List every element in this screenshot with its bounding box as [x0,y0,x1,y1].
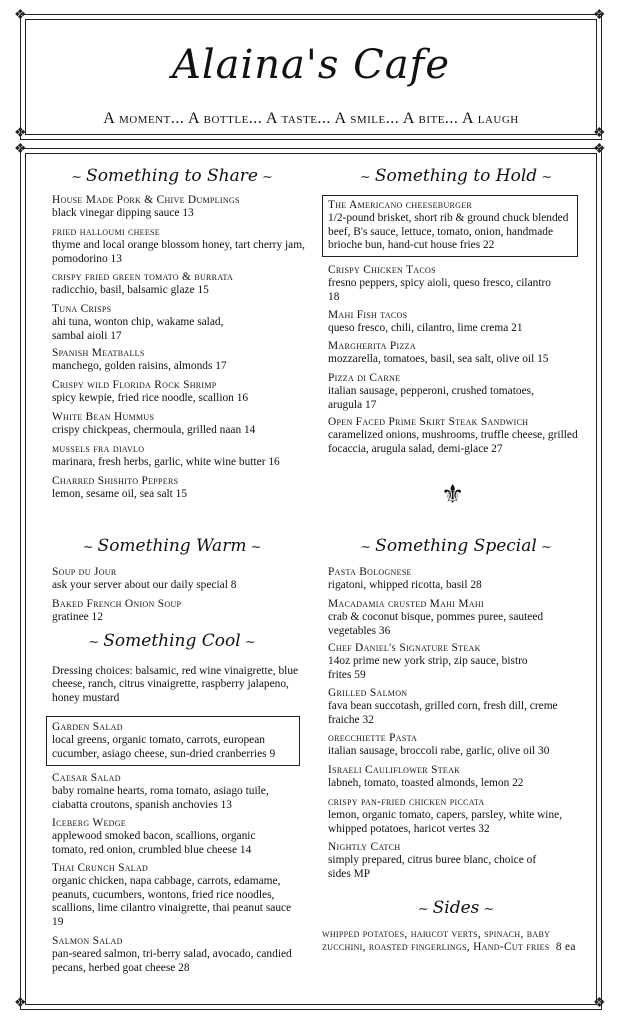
menu-item [52,862,297,929]
item-name: Crispy wild Florida Rock Shrimp [52,379,217,391]
swash-icon: ~ [250,540,262,555]
corner-ornament-icon: ❖ [593,125,606,141]
menu-item [328,264,558,304]
menu-item [52,194,312,221]
menu-item [52,598,312,625]
section-title-warm [52,536,292,556]
menu-item [52,475,312,502]
item-desc: crispy chickpeas, chermoula, grilled naan 14 [52,424,256,437]
item-desc: queso fresco, chili, cilantro, lime crema 21 [328,322,523,335]
item-desc: applewood smoked bacon, scallions, organic tomato, red onion, crumbled blue cheese 14 [52,830,256,856]
item-name: Soup du Jour [52,566,117,578]
menu-item [52,379,317,406]
corner-ornament-icon: ❖ [593,141,606,157]
item-desc: fresno peppers, spicy aioli, queso fresco, cilantro 18 [328,277,551,303]
featured-item [328,199,574,253]
section-title-text: Something Special [375,536,537,556]
item-name: Spanish Meatballs [52,347,145,359]
menu-item [328,764,586,791]
item-desc: black vinegar dipping sauce 13 [52,207,194,220]
item-name: Grilled Salmon [328,687,408,699]
item-desc: italian sausage, pepperoni, crushed tomatoes, arugula 17 [328,385,534,411]
menu-item [52,772,302,812]
swash-icon: ~ [483,902,495,917]
swash-icon: ~ [71,170,83,185]
item-name: Israeli Cauliflower Steak [328,764,461,776]
item-desc: organic chicken, napa cabbage, carrots, edamame, peanuts, cucumbers, wontons, fried rice noodles, scallions, lime cilantro vinaigrette, thai peanut sauce 19 [52,875,292,928]
sides-list [322,928,580,955]
swash-icon: ~ [417,902,429,917]
menu-item [328,796,576,836]
item-name: Mahi Fish tacos [328,309,408,321]
corner-ornament-icon: ❖ [14,125,27,141]
item-name: orecchiette Pasta [328,732,418,744]
item-name: Pasta Bolognese [328,566,412,578]
item-desc: local greens, organic tomato, carrots, european cucumber, asiago cheese, sun-dried cranberries 9 [52,734,276,760]
swash-icon: ~ [244,635,256,650]
item-name: Macadamia crusted Mahi Mahi [328,598,484,610]
item-name: Nightly Catch [328,841,401,853]
menu-item [328,687,573,727]
item-desc: lemon, sesame oil, sea salt 15 [52,488,188,501]
section-title-text: Something to Hold [374,166,538,186]
item-desc: baby romaine hearts, roma tomato, asiago tuile, ciabatta croutons, spanish anchovies 13 [52,785,269,811]
section-title-text: Sides [432,898,480,918]
item-name: mussels fra diavlo [52,443,145,455]
item-name: fried halloumi cheese [52,226,160,238]
item-desc: labneh, tomato, toasted almonds, lemon 22 [328,777,524,790]
swash-icon: ~ [360,540,372,555]
menu-item [52,817,282,857]
menu-item [328,372,568,412]
item-desc: lemon, organic tomato, capers, parsley, white wine, whipped potatoes, haricot vertes 32 [328,809,563,835]
section-title-special [326,536,586,556]
corner-ornament-icon: ❖ [593,7,606,23]
section-title-share [52,166,292,186]
item-name: Garden Salad [52,721,123,733]
section-title-sides [326,898,586,918]
item-desc: radicchio, basil, balsamic glaze 15 [52,284,209,297]
menu-item [328,566,586,593]
item-name: Salmon Salad [52,935,123,947]
swash-icon: ~ [261,170,273,185]
swash-icon: ~ [540,540,552,555]
menu-item [52,411,312,438]
item-desc: caramelized onions, mushrooms, truffle cheese, grilled focaccia, arugula salad, demi-glace 27 [328,429,578,455]
item-desc: 1/2-pound brisket, short rib & ground chuck blended beef, B's sauce, lettuce, tomato, onion, handmade brioche bun, hand-cut house fries 22 [328,212,569,252]
corner-ornament-icon: ❖ [14,141,27,157]
item-name: Margherita Pizza [328,340,416,352]
dressing-choices: Dressing choices: balsamic, red wine vinaigrette, blue cheese, ranch, citrus vinaigrette, raspberry jalapeno, honey mustard [52,665,299,704]
item-desc: ask your server about our daily special 8 [52,579,237,592]
item-name: Baked French Onion Soup [52,598,182,610]
item-desc: rigatoni, whipped ricotta, basil 28 [328,579,482,592]
menu-item [328,732,586,759]
menu-item [52,935,292,975]
menu-item [52,566,312,593]
tagline: A moment... A bottle... A taste... A smile... A bite... A laugh [103,110,519,127]
menu-item [52,226,307,266]
item-name: Pizza di Carne [328,372,401,384]
section-title-cool [52,631,292,651]
sides-price: 8 ea [555,941,576,954]
item-desc: fava bean succotash, grilled corn, fresh dill, creme fraiche 32 [328,700,558,726]
item-name: House Made Pork & Chive Dumplings [52,194,240,206]
menu-item [328,340,588,367]
item-name: Caesar Salad [52,772,121,784]
sides-text: whipped potatoes, haricot verts, spinach, baby zucchini, roasted fingerlings, Hand-Cut fries [322,928,551,954]
featured-item [52,721,297,761]
swash-icon: ~ [359,170,371,185]
item-desc: pan-seared salmon, tri-berry salad, avocado, candied pecans, herbed goat cheese 28 [52,948,292,974]
item-desc: manchego, golden raisins, almonds 17 [52,360,227,373]
item-name: crispy pan-fried chicken piccata [328,796,485,808]
item-desc: italian sausage, broccoli rabe, garlic, olive oil 30 [328,745,550,758]
menu-item [328,598,558,638]
fleur-de-lis-icon: ⚜ [441,480,465,510]
section-title-text: Something Cool [103,631,241,651]
menu-item [52,347,312,374]
corner-ornament-icon: ❖ [14,995,27,1011]
menu-item [328,416,586,456]
swash-icon: ~ [541,170,553,185]
menu-item [52,443,317,470]
corner-ornament-icon: ❖ [593,995,606,1011]
item-desc: crab & coconut bisque, pommes puree, sauteed vegetables 36 [328,611,544,637]
item-name: Chef Daniel's Signature Steak [328,642,481,654]
menu-item [328,309,578,336]
item-desc: simply prepared, citrus buree blanc, choice of sides MP [328,854,537,880]
item-desc: 14oz prime new york strip, zip sauce, bistro frites 59 [328,655,528,681]
item-name: The Americano cheeseburger [328,199,473,211]
swash-icon: ~ [82,540,94,555]
cafe-title: Alaina's Cafe [171,42,451,88]
item-desc: mozzarella, tomatoes, basil, sea salt, olive oil 15 [328,353,549,366]
item-desc: spicy kewpie, fried rice noodle, scallion 16 [52,392,249,405]
item-name: Charred Shishito Peppers [52,475,179,487]
item-desc: thyme and local orange blossom honey, tart cherry jam, pomodorino 13 [52,239,305,265]
menu-item [328,642,528,682]
item-name: Thai Crunch Salad [52,862,149,874]
section-title-text: Something Warm [97,536,247,556]
item-name: Open Faced Prime Skirt Steak Sandwich [328,416,529,428]
section-title-text: Something to Share [86,166,258,186]
item-name: crispy fried green tomato & burrata [52,271,234,283]
corner-ornament-icon: ❖ [14,7,27,23]
menu-item [52,303,257,343]
item-desc: ahi tuna, wonton chip, wakame salad, sambal aioli 17 [52,316,224,342]
menu-item [52,271,312,298]
section-title-hold [326,166,586,186]
item-name: Tuna Crisps [52,303,112,315]
item-desc: gratinee 12 [52,611,103,624]
item-name: Crispy Chicken Tacos [328,264,436,276]
menu-item [328,841,543,881]
item-desc: marinara, fresh herbs, garlic, white wine butter 16 [52,456,280,469]
item-name: White Bean Hummus [52,411,155,423]
item-name: Iceberg Wedge [52,817,126,829]
swash-icon: ~ [88,635,100,650]
